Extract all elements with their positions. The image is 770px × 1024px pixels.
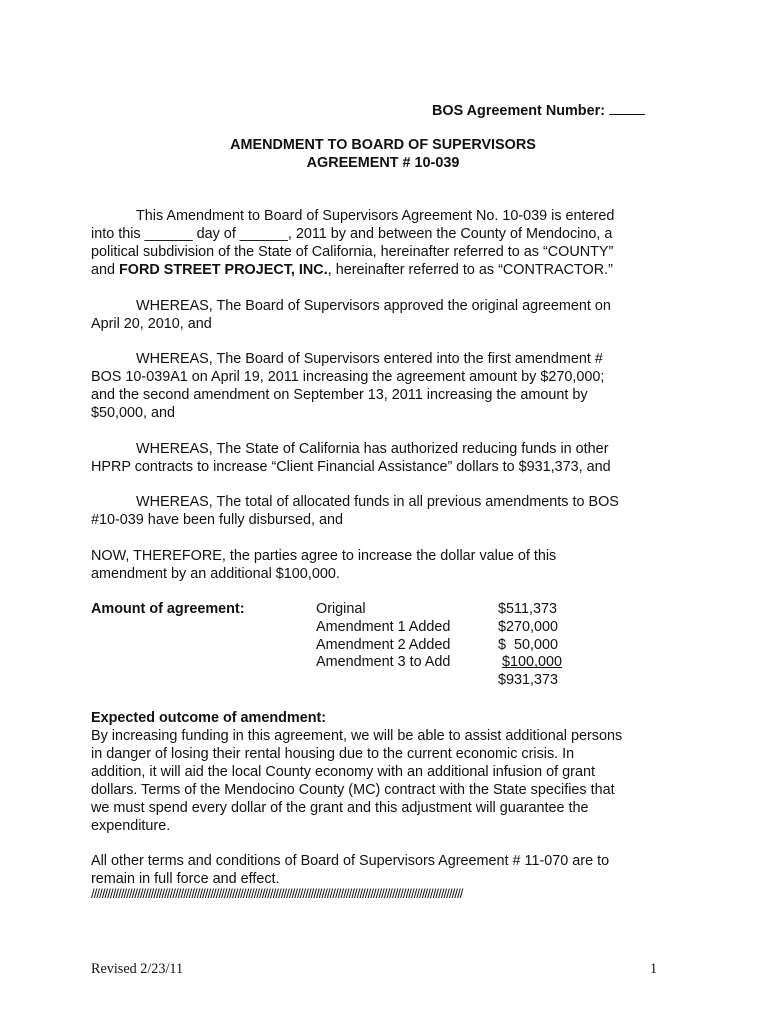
- amount-row: [316, 637, 576, 655]
- amount-row: [316, 601, 576, 619]
- closing-line-1: All other terms and conditions of Board of Supervisors Agreement # 11-070 are to: [91, 853, 610, 869]
- amount-row-desc: Amendment 2 Added: [316, 636, 451, 653]
- contractor-name: FORD STREET PROJECT, INC.: [119, 262, 328, 278]
- title-line-2: AGREEMENT # 10-039: [306, 155, 460, 171]
- intro-line-4: [91, 261, 651, 279]
- outcome-heading: Expected outcome of amendment:: [91, 710, 327, 726]
- whereas-1-line-2: April 20, 2010, and: [91, 316, 212, 332]
- whereas-4-line-2: #10-039 have been fully disbursed, and: [91, 512, 344, 528]
- therefore-line-1: NOW, THEREFORE, the parties agree to increase the dollar value of this: [91, 548, 557, 564]
- amount-row-desc: Amendment 3 to Add: [316, 654, 451, 671]
- amount-row-desc: Original: [316, 601, 366, 617]
- outcome-line-2: in danger of losing their rental housing due to the current economic crisis. In: [91, 746, 575, 762]
- page-number: 1: [650, 961, 658, 977]
- whereas-4-line-1: WHEREAS, The total of allocated funds in all previous amendments to BOS: [136, 494, 619, 510]
- amount-total-row: [316, 672, 576, 690]
- revised-date: Revised 2/23/11: [91, 961, 184, 977]
- bos-number-blank: [609, 101, 645, 115]
- outcome-line-4: dollars. Terms of the Mendocino County (MC) contract with the State specifies that: [91, 782, 615, 798]
- amount-table: [316, 601, 576, 690]
- amount-row-value: $511,373: [498, 601, 557, 617]
- bos-agreement-number-label: BOS Agreement Number:: [432, 103, 605, 119]
- amount-row: [316, 619, 576, 637]
- whereas-1-line-1: WHEREAS, The Board of Supervisors approved the original agreement on: [136, 298, 611, 314]
- amount-total: $931,373: [498, 672, 559, 689]
- amount-row-value: $100,000: [502, 654, 563, 671]
- title-line-1: AMENDMENT TO BOARD OF SUPERVISORS: [230, 137, 536, 153]
- intro-line-2: into this ______ day of ______, 2011 by and between the County of Mendocino, a: [91, 226, 613, 242]
- intro-line-4-pre: and: [91, 262, 120, 278]
- whereas-2-line-2: BOS 10-039A1 on April 19, 2011 increasing the agreement amount by $270,000;: [91, 369, 605, 385]
- intro-line-4-post: , hereinafter referred to as “CONTRACTOR.”: [327, 262, 613, 278]
- intro-line-1: This Amendment to Board of Supervisors Agreement No. 10-039 is entered: [136, 208, 615, 224]
- whereas-3-line-1: WHEREAS, The State of California has authorized reducing funds in other: [136, 441, 609, 457]
- whereas-3-line-2: HPRP contracts to increase “Client Financial Assistance” dollars to $931,373, and: [91, 459, 611, 475]
- whereas-2-line-3: and the second amendment on September 13, 2011 increasing the amount by: [91, 387, 588, 403]
- amount-row-value: $270,000: [498, 618, 559, 635]
- intro-line-3: political subdivision of the State of California, hereinafter referred to as “COUNTY”: [91, 244, 614, 260]
- outcome-line-6: expenditure.: [91, 818, 171, 834]
- whereas-2-line-1: WHEREAS, The Board of Supervisors entered into the first amendment #: [136, 351, 603, 367]
- therefore-line-2: amendment by an additional $100,000.: [91, 566, 340, 582]
- amount-row-value: $ 50,000: [498, 636, 559, 653]
- outcome-line-5: we must spend every dollar of the grant and this adjustment will guarantee the: [91, 800, 589, 816]
- amount-of-agreement-label: Amount of agreement:: [91, 601, 245, 617]
- outcome-line-1: By increasing funding in this agreement, we will be able to assist additional persons: [91, 728, 623, 744]
- closing-line-2: remain in full force and effect.: [91, 871, 280, 887]
- slash-divider: /////////////////////////////////////////////////////////////////////////////////////////////////////////////////////////////////////////: [91, 886, 463, 901]
- outcome-line-3: addition, it will aid the local County economy with an additional infusion of grant: [91, 764, 595, 780]
- whereas-2-line-4: $50,000, and: [91, 405, 176, 421]
- amount-row-desc: Amendment 1 Added: [316, 618, 451, 635]
- amount-row: [316, 654, 576, 672]
- bos-agreement-number: [432, 101, 645, 119]
